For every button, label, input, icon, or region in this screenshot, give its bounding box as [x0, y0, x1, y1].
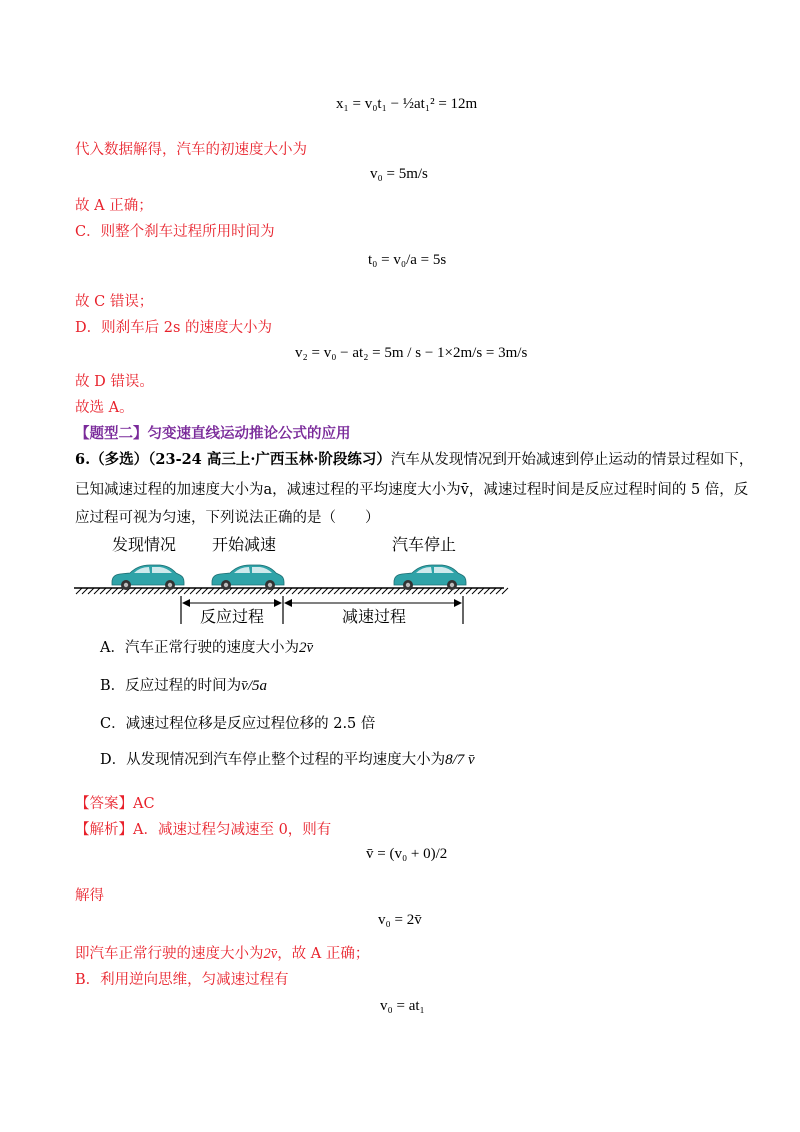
answer-value: AC [133, 796, 155, 812]
option-a[interactable] [100, 638, 313, 658]
equation-vbar-text: v̄ = (v₀ + 0)/2 [366, 846, 448, 862]
equation-x1-text: x₁ = v₀t₁ − ½at₁² = 12m [336, 96, 478, 112]
equation-v0 [370, 166, 428, 183]
answer-line [75, 794, 155, 814]
section-title: 【题型二】匀变速直线运动推论公式的应用 [75, 425, 351, 442]
label-reaction: 反应过程 [200, 607, 265, 626]
analysis-a-line [75, 820, 331, 840]
question-line-2: 已知减速过程的加速度大小为a，减速过程的平均速度大小为v̄，减速过程时间是反应过程时间的 5 倍，反 [75, 482, 749, 498]
line-d-wrong: 故 D 错误。 [75, 374, 154, 390]
line-substitute: 代入数据解得，汽车的初速度大小为 [75, 142, 307, 158]
option-b-text: 反应过程的时间为 [125, 678, 242, 694]
option-d-expr: 8/7 v̄ [445, 752, 475, 768]
option-a-expr: 2v̄ [298, 640, 314, 656]
question-number: 6. [75, 451, 91, 468]
line-choose: 故选 A。 [75, 400, 134, 416]
line-c-intro: C．则整个刹车过程所用时间为 [75, 224, 275, 240]
conclusion-a-pre: 即汽车正常行驶的速度大小为 [75, 946, 264, 962]
line-d-intro: D．则刹车后 2s 的速度大小为 [75, 320, 273, 336]
option-b[interactable] [100, 676, 267, 696]
option-d-letter: D． [100, 752, 127, 768]
option-c-text: 减速过程位移是反应过程位移的 2.5 倍 [125, 716, 376, 732]
equation-x1 [336, 96, 477, 113]
question-line-1-text: 汽车从发现情况到开始减速到停止运动的情景过程如下， [390, 452, 754, 468]
equation-t0-text: t₀ = v₀/a = 5s [368, 252, 447, 268]
ground-hatch [76, 588, 508, 594]
equation-vbar [366, 846, 447, 863]
conclusion-a-post: ，故 A 正确； [277, 946, 370, 962]
label-found: 发现情况 [112, 535, 177, 554]
equation-v0-at1 [380, 998, 425, 1015]
decel-arrow-right [454, 599, 462, 607]
option-b-expr: v̄/5a [241, 678, 267, 694]
option-d-text: 从发现情况到汽车停止整个过程的平均速度大小为 [126, 752, 446, 768]
equation-t0 [368, 252, 446, 269]
line-solve: 解得 [75, 888, 104, 904]
analysis-a-text: A．减速过程匀减速至 0，则有 [133, 822, 332, 838]
label-stop: 汽车停止 [392, 535, 457, 554]
car-icon [394, 565, 466, 590]
reaction-arrow-left [182, 599, 190, 607]
car-motion-diagram [72, 532, 512, 630]
conclusion-a-line [75, 944, 369, 964]
analysis-b-line: B．利用逆向思维，匀减速过程有 [75, 972, 289, 988]
question-line-1 [75, 450, 753, 470]
equation-v2-text: v₂ = v₀ − at₂ = 5m / s − 1×2m/s = 3m/s [295, 345, 528, 361]
car-icon [112, 565, 184, 590]
line-c-wrong: 故 C 错误； [75, 294, 154, 310]
analysis-label: 【解析】 [75, 822, 133, 838]
equation-v0-2v-text: v₀ = 2v̄ [378, 912, 422, 928]
question-line-3: 应过程可视为匀速，下列说法正确的是（ ） [75, 510, 380, 526]
equation-v0-2v [378, 912, 422, 929]
option-d[interactable] [100, 750, 475, 770]
label-decel: 减速过程 [342, 607, 407, 626]
decel-arrow-left [284, 599, 292, 607]
car-icon [212, 565, 284, 590]
answer-label: 【答案】 [75, 796, 133, 812]
label-start: 开始减速 [212, 535, 277, 554]
equation-v2 [295, 345, 527, 362]
conclusion-a-expr: 2v̄ [263, 946, 278, 962]
option-c-letter: C． [100, 716, 126, 732]
option-a-letter: A． [100, 640, 125, 656]
question-source: （23-24 高三上·广西玉林·阶段练习） [148, 451, 391, 468]
cars [112, 565, 466, 590]
question-tag: （多选） [90, 451, 149, 468]
option-c[interactable] [100, 714, 375, 734]
line-a-correct: 故 A 正确； [75, 198, 153, 214]
option-a-text: 汽车正常行驶的速度大小为 [124, 640, 299, 656]
reaction-arrow-right [274, 599, 282, 607]
equation-v0-at1-text: v₀ = at₁ [380, 998, 425, 1014]
equation-v0-text: v₀ = 5m/s [370, 166, 428, 182]
option-b-letter: B． [100, 678, 126, 694]
